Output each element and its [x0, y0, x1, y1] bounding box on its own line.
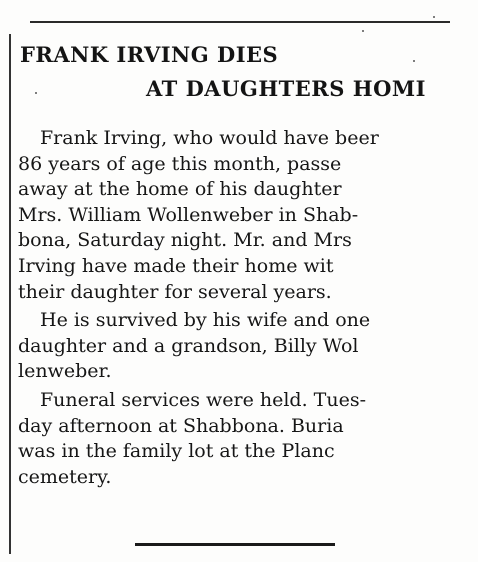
article-line: Frank Irving, who would have beer	[40, 127, 379, 149]
article-line: bona, Saturday night. Mr. and Mrs	[18, 229, 352, 252]
headline-line-2: AT DAUGHTERS HOMI	[146, 76, 426, 101]
article-line: away at the home of his daughter	[18, 178, 342, 201]
headline	[20, 40, 460, 104]
article-line: Funeral services were held. Tues-	[40, 388, 366, 411]
article-paragraph	[18, 308, 456, 385]
top-rule	[30, 21, 450, 23]
article-line: cemetery.	[18, 465, 112, 488]
article-line: daughter and a grandson, Billy Wol	[18, 334, 359, 357]
article-body	[18, 126, 456, 493]
article-line: 86 years of age this month, passe	[18, 152, 342, 175]
column-rule	[9, 34, 11, 554]
article-line: Irving have made their home wit	[18, 254, 334, 277]
article-line: day afternoon at Shabbona. Buria	[18, 414, 344, 437]
print-speck	[362, 30, 364, 32]
bottom-rule	[135, 543, 335, 546]
article-line: their daughter for several years.	[18, 280, 332, 303]
article-line: was in the family lot at the Planc	[18, 440, 335, 463]
article-line: He is survived by his wife and one	[40, 309, 371, 332]
print-speck	[433, 16, 435, 18]
article-paragraph	[18, 126, 456, 305]
article-paragraph	[18, 388, 456, 490]
article-line: Mrs. William Wollenweber in Shab-	[18, 203, 359, 226]
headline-line-1: FRANK IRVING DIES	[20, 42, 279, 67]
article-line: lenweber.	[18, 360, 112, 383]
